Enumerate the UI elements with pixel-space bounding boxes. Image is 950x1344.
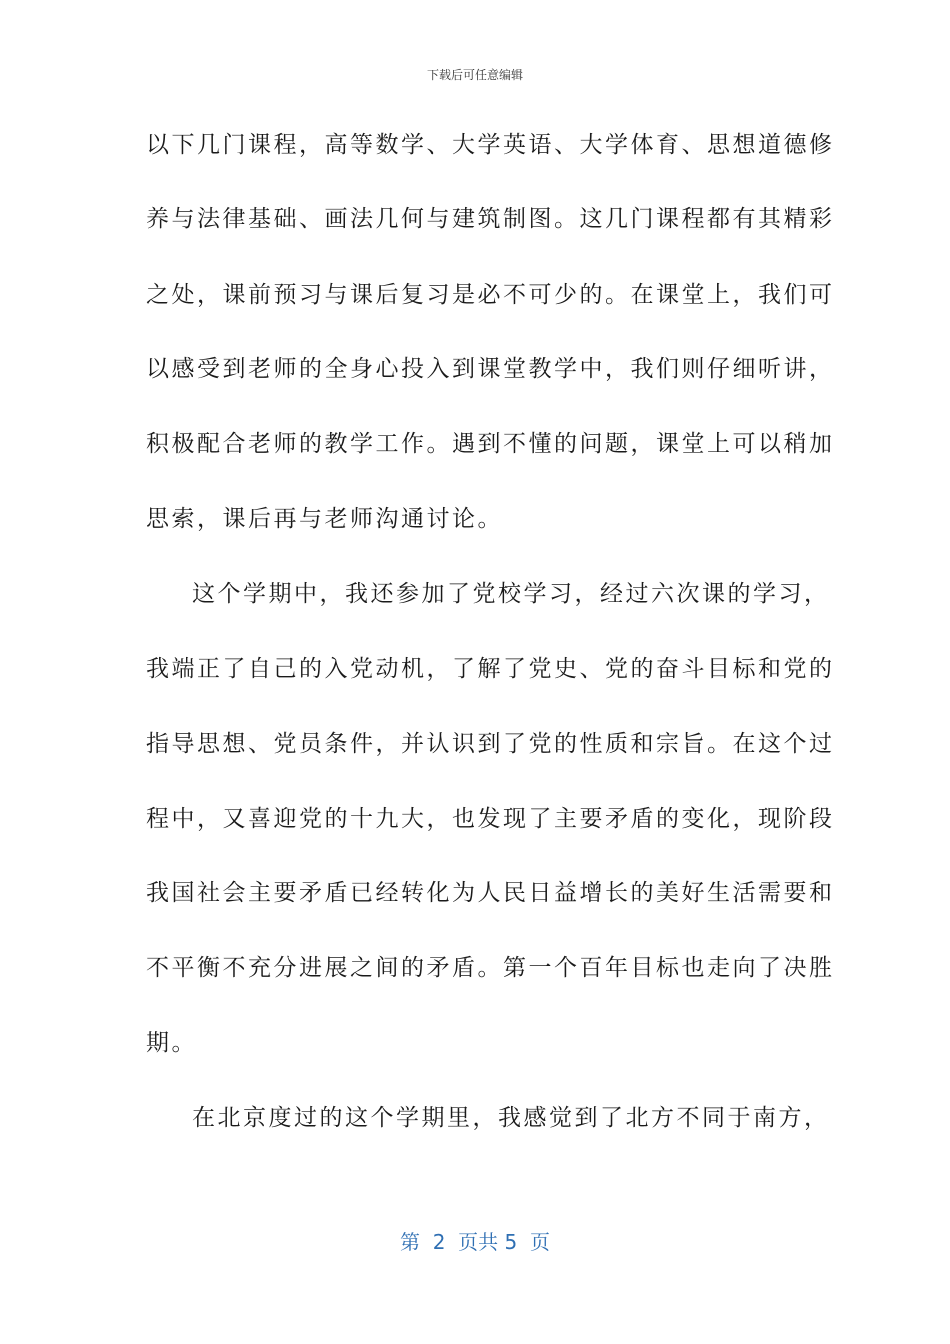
page-number-footer: 第 2 页共 5 页 xyxy=(400,1230,550,1254)
text-line: 不平衡不充分进展之间的矛盾。第一个百年目标也走向了决胜 xyxy=(146,955,835,981)
paragraph-first-line: 这个学期中，我还参加了党校学习，经过六次课的学习， xyxy=(192,581,830,607)
text-line: 以感受到老师的全身心投入到课堂教学中，我们则仔细听讲， xyxy=(146,356,835,382)
text-line: 养与法律基础、画法几何与建筑制图。这几门课程都有其精彩 xyxy=(146,206,835,232)
text-line: 积极配合老师的教学工作。遇到不懂的问题，课堂上可以稍加 xyxy=(146,431,835,457)
text-line: 我国社会主要矛盾已经转化为人民日益增长的美好生活需要和 xyxy=(146,880,835,906)
text-line: 我端正了自己的入党动机，了解了党史、党的奋斗目标和党的 xyxy=(146,656,835,682)
text-line: 指导思想、党员条件，并认识到了党的性质和宗旨。在这个过 xyxy=(146,731,835,757)
text-line: 期。 xyxy=(146,1030,197,1056)
text-line: 程中，又喜迎党的十九大，也发现了主要矛盾的变化，现阶段 xyxy=(146,806,835,832)
paragraph-first-line: 在北京度过的这个学期里，我感觉到了北方不同于南方， xyxy=(192,1105,830,1131)
text-line: 以下几门课程，高等数学、大学英语、大学体育、思想道德修 xyxy=(146,132,835,158)
text-line: 之处，课前预习与课后复习是必不可少的。在课堂上，我们可 xyxy=(146,282,835,308)
text-line: 思索，课后再与老师沟通讨论。 xyxy=(146,506,503,532)
page-header: 下载后可任意编辑 xyxy=(426,68,523,82)
